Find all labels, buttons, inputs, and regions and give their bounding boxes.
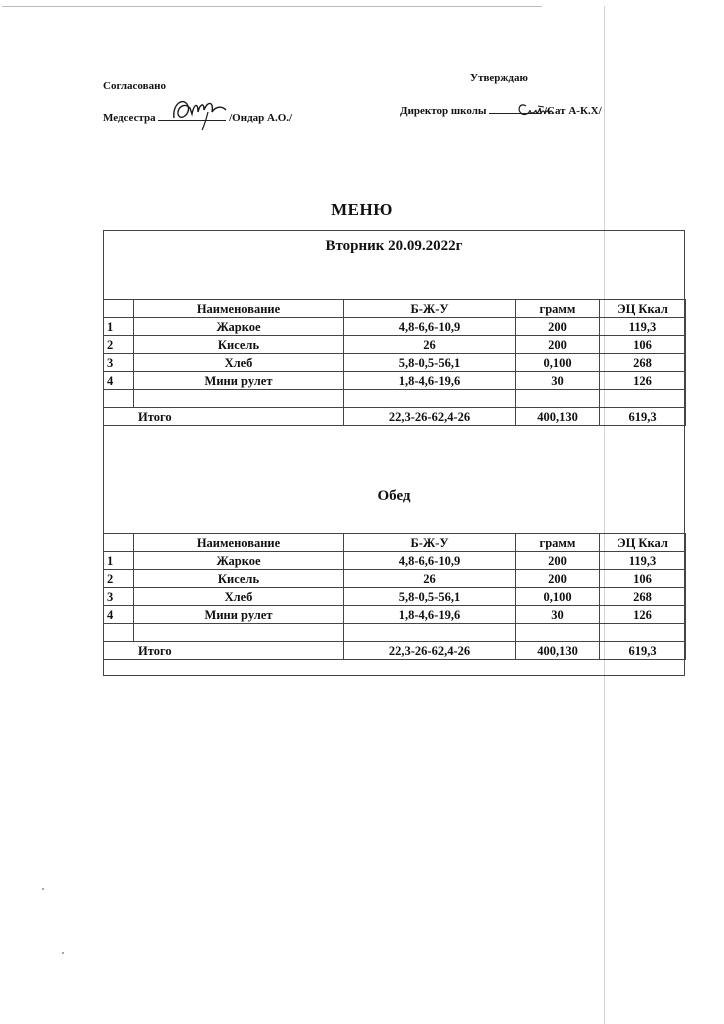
header-name-cell: Наименование xyxy=(134,534,344,552)
table-row xyxy=(104,318,686,336)
row-num: 3 xyxy=(104,588,134,606)
total-bju: 22,3-26-62,4-26 xyxy=(344,408,516,426)
row-num: 2 xyxy=(104,336,134,354)
row-kcal: 106 xyxy=(600,570,686,588)
row-kcal: 268 xyxy=(600,354,686,372)
row-bju: 4,8-6,6-10,9 xyxy=(344,318,516,336)
header-num-cell xyxy=(104,534,134,552)
row-gram: 30 xyxy=(516,606,600,624)
nurse-role: Медсестра xyxy=(103,112,156,124)
section-heading-day: Вторник 20.09.2022г xyxy=(325,238,463,254)
row-kcal: 106 xyxy=(600,336,686,354)
row-bju: 5,8-0,5-56,1 xyxy=(344,354,516,372)
row-bju: 5,8-0,5-56,1 xyxy=(344,588,516,606)
table-empty-row xyxy=(104,624,686,642)
director-signature-icon xyxy=(514,98,564,120)
table-row xyxy=(104,588,686,606)
row-gram: 0,100 xyxy=(516,588,600,606)
row-kcal: 119,3 xyxy=(600,318,686,336)
header-kcal-cell: ЭЦ Ккал xyxy=(600,534,686,552)
row-gram: 200 xyxy=(516,570,600,588)
total-kcal: 619,3 xyxy=(600,642,686,660)
header-num-cell xyxy=(104,300,134,318)
row-num: 1 xyxy=(104,318,134,336)
director-name: /Сат А-К.Х/ xyxy=(543,105,602,117)
header-gram-cell: грамм xyxy=(516,534,600,552)
row-num: 4 xyxy=(104,606,134,624)
row-num: 1 xyxy=(104,552,134,570)
empty-cell xyxy=(104,390,134,408)
row-gram: 200 xyxy=(516,552,600,570)
menu-table-2 xyxy=(103,533,686,660)
row-name: Кисель xyxy=(134,336,344,354)
scan-speck xyxy=(62,952,64,954)
total-bju: 22,3-26-62,4-26 xyxy=(344,642,516,660)
director-signature-line xyxy=(400,104,602,117)
total-label: Итого xyxy=(104,408,344,426)
empty-cell xyxy=(516,390,600,408)
row-kcal: 126 xyxy=(600,606,686,624)
total-gram: 400,130 xyxy=(516,642,600,660)
row-name: Жаркое xyxy=(134,552,344,570)
empty-cell xyxy=(516,624,600,642)
row-name: Хлеб xyxy=(134,588,344,606)
table-empty-row xyxy=(104,390,686,408)
row-name: Хлеб xyxy=(134,354,344,372)
section-heading-lunch: Обед xyxy=(377,488,411,504)
empty-cell xyxy=(600,624,686,642)
row-kcal: 126 xyxy=(600,372,686,390)
row-bju: 26 xyxy=(344,570,516,588)
empty-cell xyxy=(134,624,344,642)
nurse-name: /Ондар А.О./ xyxy=(229,112,293,124)
table-header-row xyxy=(104,300,686,318)
row-gram: 200 xyxy=(516,318,600,336)
table-row xyxy=(104,354,686,372)
row-kcal: 119,3 xyxy=(600,552,686,570)
header-bju-cell: Б-Ж-У xyxy=(344,534,516,552)
menu-table-1 xyxy=(103,299,686,426)
row-num: 3 xyxy=(104,354,134,372)
row-bju: 1,8-4,6-19,6 xyxy=(344,372,516,390)
director-role: Директор школы xyxy=(400,105,487,117)
page-title: МЕНЮ xyxy=(331,200,393,219)
header-gram-cell: грамм xyxy=(516,300,600,318)
table-row xyxy=(104,570,686,588)
table-row xyxy=(104,372,686,390)
total-gram: 400,130 xyxy=(516,408,600,426)
total-label: Итого xyxy=(104,642,344,660)
table-total-row xyxy=(104,642,686,660)
row-gram: 0,100 xyxy=(516,354,600,372)
row-gram: 200 xyxy=(516,336,600,354)
empty-cell xyxy=(344,390,516,408)
empty-cell xyxy=(134,390,344,408)
empty-cell xyxy=(104,624,134,642)
row-name: Кисель xyxy=(134,570,344,588)
table-total-row xyxy=(104,408,686,426)
agreed-label: Согласовано xyxy=(103,80,166,92)
row-gram: 30 xyxy=(516,372,600,390)
row-name: Жаркое xyxy=(134,318,344,336)
scan-speck xyxy=(42,888,44,890)
row-bju: 26 xyxy=(344,336,516,354)
header-name-cell: Наименование xyxy=(134,300,344,318)
scan-top-edge-line xyxy=(2,6,542,7)
approve-label: Утверждаю xyxy=(470,72,528,84)
table-row xyxy=(104,336,686,354)
nurse-signature-icon xyxy=(168,90,236,132)
row-num: 2 xyxy=(104,570,134,588)
empty-cell xyxy=(600,390,686,408)
row-bju: 1,8-4,6-19,6 xyxy=(344,606,516,624)
row-name: Мини рулет xyxy=(134,606,344,624)
header-bju-cell: Б-Ж-У xyxy=(344,300,516,318)
row-kcal: 268 xyxy=(600,588,686,606)
row-num: 4 xyxy=(104,372,134,390)
empty-cell xyxy=(344,624,516,642)
header-kcal-cell: ЭЦ Ккал xyxy=(600,300,686,318)
table-row xyxy=(104,606,686,624)
table-row xyxy=(104,552,686,570)
row-name: Мини рулет xyxy=(134,372,344,390)
total-kcal: 619,3 xyxy=(600,408,686,426)
row-bju: 4,8-6,6-10,9 xyxy=(344,552,516,570)
table-header-row xyxy=(104,534,686,552)
